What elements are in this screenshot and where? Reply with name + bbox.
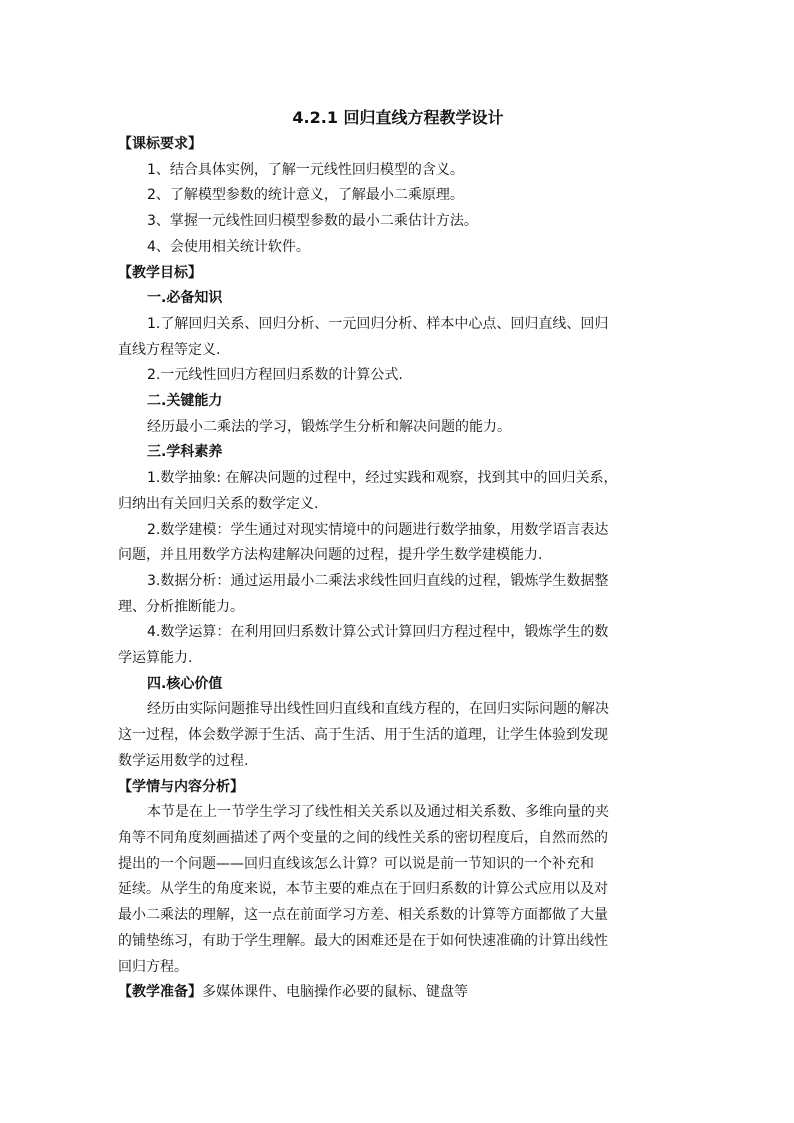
document-body: [118, 104, 678, 1006]
analysis-line-5: 最小二乘法的理解，这一点在前面学习方差、相关系数的计算等方面都做了大量: [118, 907, 608, 924]
knowledge-item-1-line-1: 1.了解回归关系、回归分析、一元回归分析、样本中心点、回归直线、回归: [147, 315, 609, 332]
values-line-1: 经历由实际问题推导出线性回归直线和直线方程的，在回归实际问题的解决: [147, 701, 609, 718]
literacy-p1-line-2: 归纳出有关回归关系的数学定义.: [118, 495, 319, 512]
curriculum-item-3: 3、掌握一元线性回归模型参数的最小二乘估计方法。: [147, 213, 478, 230]
knowledge-item-1-line-2: 直线方程等定义.: [118, 341, 221, 358]
analysis-line-6: 的铺垫练习，有助于学生理解。最大的困难还是在于如何快速准确的计算出线性: [118, 932, 608, 949]
knowledge-item-2: 2.一元线性回归方程回归系数的计算公式.: [147, 367, 403, 384]
literacy-title: 三.学科素养: [147, 444, 223, 461]
knowledge-title: 一.必备知识: [147, 290, 223, 307]
preparation-text: 多媒体课件、电脑操作必要的鼠标、键盘等: [202, 984, 468, 1001]
document-title: 4.2.1 回归直线方程教学设计: [292, 108, 504, 127]
literacy-p4-line-1: 4.数学运算：在利用回归系数计算公式计算回归方程过程中，锻炼学生的数: [147, 624, 609, 641]
literacy-p3-line-2: 理、分析推断能力。: [118, 598, 244, 615]
analysis-line-4: 延续。从学生的角度来说，本节主要的难点在于回归系数的计算公式应用以及对: [118, 881, 608, 898]
analysis-line-7: 回归方程。: [118, 958, 188, 975]
ability-title: 二.关键能力: [147, 393, 223, 410]
analysis-line-2: 角等不同角度刻画描述了两个变量的之间的线性关系的密切程度后，自然而然的: [118, 829, 608, 846]
literacy-p3-line-1: 3.数据分析：通过运用最小二乘法求线性回归直线的过程，锻炼学生数据整: [147, 572, 609, 589]
literacy-p4-line-2: 学运算能力.: [118, 650, 193, 667]
goals-heading: 【教学目标】: [118, 264, 202, 281]
literacy-p2-line-1: 2.数学建模：学生通过对现实情境中的问题进行数学抽象，用数学语言表达: [147, 521, 609, 538]
curriculum-item-1: 1、结合具体实例，了解一元线性回归模型的含义。: [147, 161, 464, 178]
curriculum-item-2: 2、了解模型参数的统计意义，了解最小二乘原理。: [147, 187, 464, 204]
preparation-line: [118, 980, 678, 1006]
values-title: 四.核心价值: [147, 675, 223, 692]
values-line-2: 这一过程，体会数学源于生活、高于生活、用于生活的道理，让学生体验到发现: [118, 727, 608, 744]
literacy-p2-line-2: 问题，并且用数学方法构建解决问题的过程，提升学生数学建模能力.: [118, 547, 543, 564]
curriculum-item-4: 4、会使用相关统计软件。: [147, 238, 310, 255]
values-line-3: 数学运用数学的过程.: [118, 752, 249, 769]
analysis-line-3: 提出的一个问题——回归直线该怎么计算？可以说是前一节知识的一个补充和: [118, 855, 594, 872]
analysis-heading: 【学情与内容分析】: [118, 778, 244, 795]
ability-text: 经历最小二乘法的学习，锻炼学生分析和解决问题的能力。: [147, 418, 511, 435]
preparation-heading: 【教学准备】: [118, 984, 202, 1001]
curriculum-heading: 【课标要求】: [118, 136, 202, 152]
analysis-line-1: 本节是在上一节学生学习了线性相关关系以及通过相关系数、多维向量的夹: [147, 804, 609, 821]
literacy-p1-line-1: 1.数学抽象: 在解决问题的过程中，经过实践和观察，找到其中的回归关系，: [147, 470, 618, 487]
